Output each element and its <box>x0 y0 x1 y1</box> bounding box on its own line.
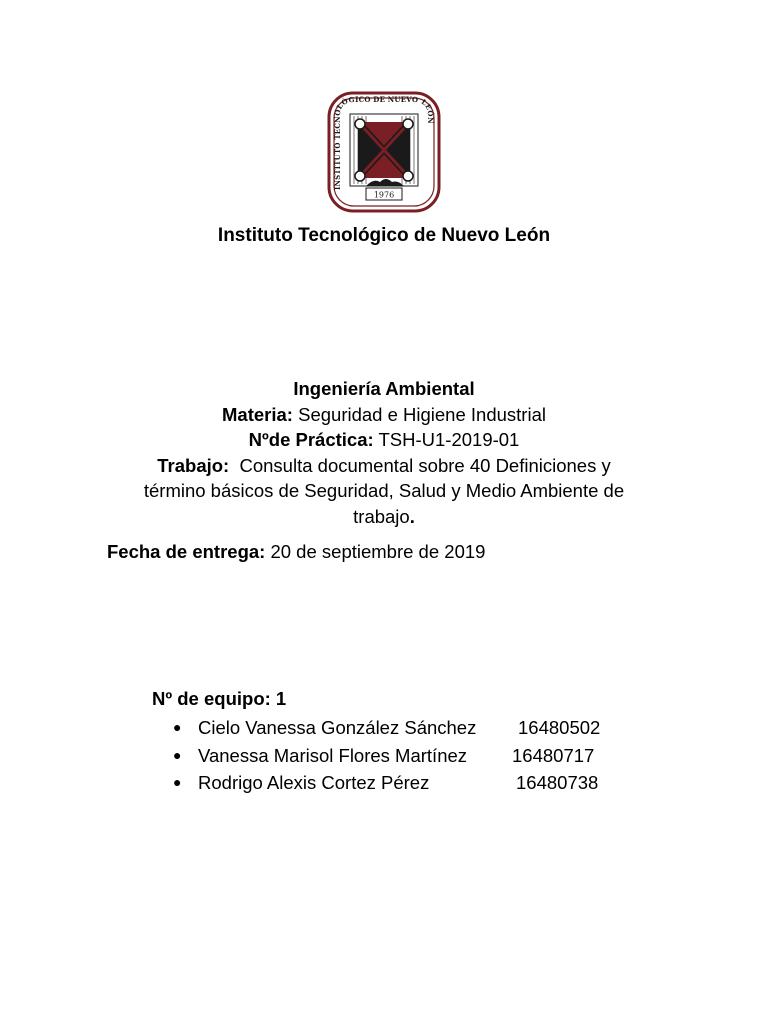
materia-value: Seguridad e Higiene Industrial <box>292 403 546 425</box>
practica-label: Nºde Práctica: <box>248 429 374 450</box>
member-name: Vanessa Marisol Flores Martínez <box>198 744 468 766</box>
trabajo-text-3: trabajo <box>353 505 410 527</box>
practica-value: TSH-U1-2019-01 <box>373 429 520 450</box>
materia-label: Materia: <box>222 403 293 425</box>
trabajo-period: . <box>409 505 415 527</box>
institution-title: Instituto Tecnológico de Nuevo León <box>217 225 551 246</box>
trabajo-line-3 <box>100 504 668 530</box>
bullet-icon: ● <box>173 746 182 763</box>
trabajo-label: Trabajo: <box>157 454 230 476</box>
member-id: 16480717 <box>512 744 595 766</box>
seal-year: 1976 <box>373 190 395 200</box>
member-id: 16480738 <box>516 772 599 793</box>
career-title: Ingeniería Ambiental <box>293 378 475 399</box>
member-id: 16480502 <box>518 717 601 738</box>
list-item <box>173 742 633 770</box>
delivery-date <box>107 541 485 563</box>
materia-line <box>100 402 668 428</box>
trabajo-line-2: término básicos de Seguridad, Salud y Medio Ambiente de <box>143 480 625 501</box>
assignment-info <box>100 376 668 529</box>
trabajo-text-1: Consulta documental sobre 40 Definiciones y <box>229 454 611 476</box>
list-item <box>173 769 633 797</box>
svg-text:INSTITUTO TECNOLÓGICO DE NUEVO: INSTITUTO TECNOLÓGICO DE NUEVO LEÓN <box>332 94 436 190</box>
institute-seal-logo <box>326 90 442 214</box>
list-item <box>173 714 633 742</box>
trabajo-line-1 <box>100 453 668 479</box>
practica-line <box>100 427 668 453</box>
team-number: Nº de equipo: 1 <box>152 688 287 709</box>
member-name: Cielo Vanessa González Sánchez <box>198 717 477 738</box>
fecha-value: 20 de septiembre de 2019 <box>265 541 486 562</box>
team-members-list <box>173 714 633 797</box>
member-name: Rodrigo Alexis Cortez Pérez <box>198 772 430 793</box>
fecha-label: Fecha de entrega: <box>107 541 266 562</box>
bullet-icon: ● <box>173 719 182 735</box>
bullet-icon: ● <box>173 774 182 790</box>
